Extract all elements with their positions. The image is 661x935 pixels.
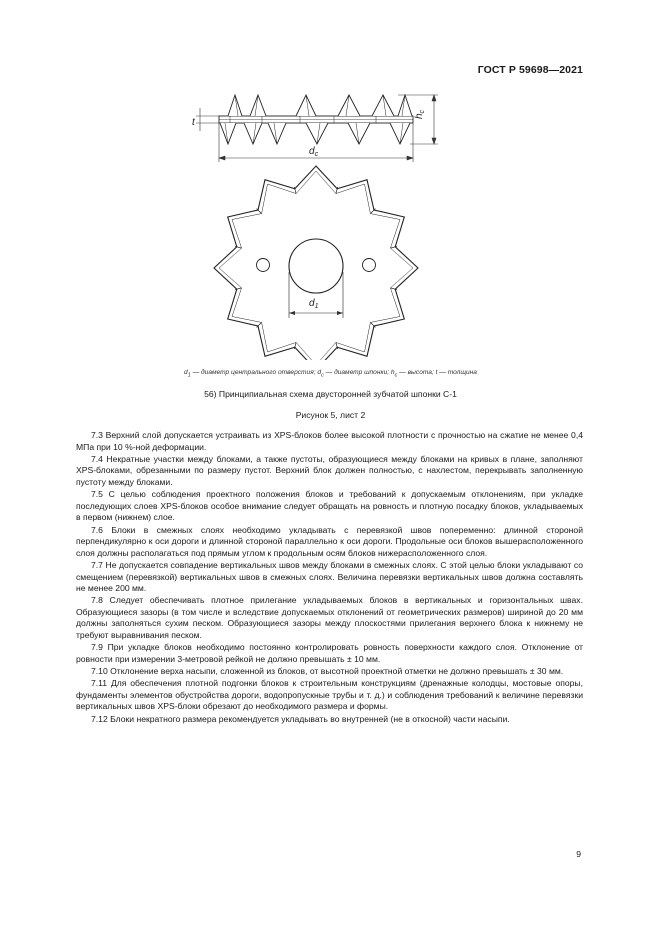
page-number: 9: [576, 849, 581, 859]
upper-tooth: [228, 95, 242, 116]
label-t: t: [192, 117, 195, 128]
standard-code-header: ГОСТ Р 59698—2021: [477, 64, 583, 76]
label-d1: $d_1$: [309, 298, 319, 310]
lower-tooth: [244, 123, 262, 144]
figure-caption: Рисунок 5, лист 2: [295, 410, 366, 420]
legend-d1-symbol: $d_1$: [184, 369, 191, 379]
legend-dc-symbol: $d_c$: [317, 369, 324, 379]
connector-figure: [0, 0, 661, 360]
plan-view-drawing: [214, 166, 418, 360]
paragraph-7-10: 7.10 Отклонение верха насыпи, сложенной из блоков, от высотной проектной отметки не должно превышать ± 30 мм.: [91, 666, 564, 677]
side-view-drawing: [219, 95, 413, 144]
legend-t-text: — толщина: [437, 369, 477, 376]
paragraph-7-8: 7.8 Следует обеспечивать плотное прилегание укладываемых блоков в вертикальных и горизонтальных швах. Образующиеся зазоры (в том числе и вследствие допускаемых отклонений от геометрических размеров) шириной до 20 мм должны заполняться сухим песком. Образующиеся зазоры между плоскостями прилегания верхнего блока к нижнему не требуют выравнивания песком.: [76, 595, 583, 641]
paragraph-7-6: 7.6 Блоки в смежных слоях необходимо укладывать с перевязкой швов попеременно: длинной стороной перпендикулярно к оси дороги и длинной стороной параллельно к оси дороги. Продольные оси блоков вышерасположенного слоя должны располагаться под прямым углом к продольным осям блоков нижерасположенного слоя.: [76, 524, 583, 558]
dc-arrow-left: [219, 156, 225, 160]
upper-tooth: [372, 95, 394, 116]
paragraph-7-4: 7.4 Некратные участки между блоками, а также пустоты, образующиеся между блоками на кривых в плане, заполняют XPS-блоками, обрезанными по размеру пустот. Верхний блок должен полностью, с нахлестом, перекрывать заполненную пустоту между блоками.: [76, 453, 583, 487]
lower-tooth: [268, 123, 286, 144]
lower-tooth: [306, 123, 328, 144]
hc-arrow-top: [432, 95, 436, 101]
paragraph-7-3: 7.3 Верхний слой допускается устраивать из XPS-блоков более высокой плотности с прочностью на сжатие не менее 0,4 МПа при 10 %-ной деформации.: [76, 430, 583, 452]
upper-tooth: [398, 95, 412, 116]
paragraph-7-7: 7.7 Не допускается совпадение вертикальных швов между блоками в смежных слоях. С этой целью блоки укладывают со смещением (перевязкой) вертикальных швов в смежных слоях. Величина перевязки вертикальных швов должна составлять не менее 200 мм.: [76, 559, 583, 594]
paragraph-7-5: 7.5 С целью соблюдения проектного положения блоков и требований к допускаемым отклонениям, при укладке последующих слоев XPS-блоков особое внимание следует обращать на ровность и плотную посадку блоков, укладываемых в первом (нижнем) слое.: [76, 489, 583, 523]
label-hc: $h_c$: [414, 109, 426, 119]
upper-tooth: [338, 95, 360, 116]
central-hole: [289, 239, 343, 293]
legend-t-symbol: t: [435, 369, 438, 376]
lower-tooth: [220, 123, 236, 144]
paragraph-7-12: 7.12 Блоки некратного размера рекомендуется укладывать во внутренней (не в откосной) части насыпи.: [91, 713, 510, 724]
paragraph-7-9: 7.9 При укладке блоков необходимо постоянно контролировать ровность поверхности каждого слоя. Отклонение от ровности при измерении 3-метровой рейкой не должно превышать ± 10 мм.: [76, 642, 583, 664]
paragraph-7-11: 7.11 Для обеспечения плотной подгонки блоков к строительным конструкциям (дренажные колодцы, мостовые опоры, фундаменты элементов обустройства дороги, водопропускные трубы и т. д.) и соблюдения требований к величине перевязки вертикальных швов XPS-блоки обрезают до необходимого размера и формы.: [76, 678, 583, 712]
hc-arrow-bottom: [432, 138, 436, 144]
upper-tooth: [296, 95, 316, 116]
lower-tooth: [390, 123, 410, 144]
legend-hc-symbol: $h_c$: [390, 369, 398, 379]
dc-arrow-right: [407, 156, 413, 160]
legend-dc-text: — диаметр шпонки;: [323, 369, 391, 376]
legend-d1-text: — диаметр центрального отверстия;: [190, 369, 318, 376]
figure-legend: [0, 369, 661, 378]
label-dc: $d_c$: [309, 146, 319, 158]
figure-subcaption: 56) Принципиальная схема двусторонней зубчатой шпонки С-1: [204, 389, 457, 399]
legend-hc-text: — высота;: [397, 369, 436, 376]
upper-tooth: [250, 95, 266, 116]
body-text: [76, 430, 583, 726]
lower-tooth: [348, 123, 370, 144]
